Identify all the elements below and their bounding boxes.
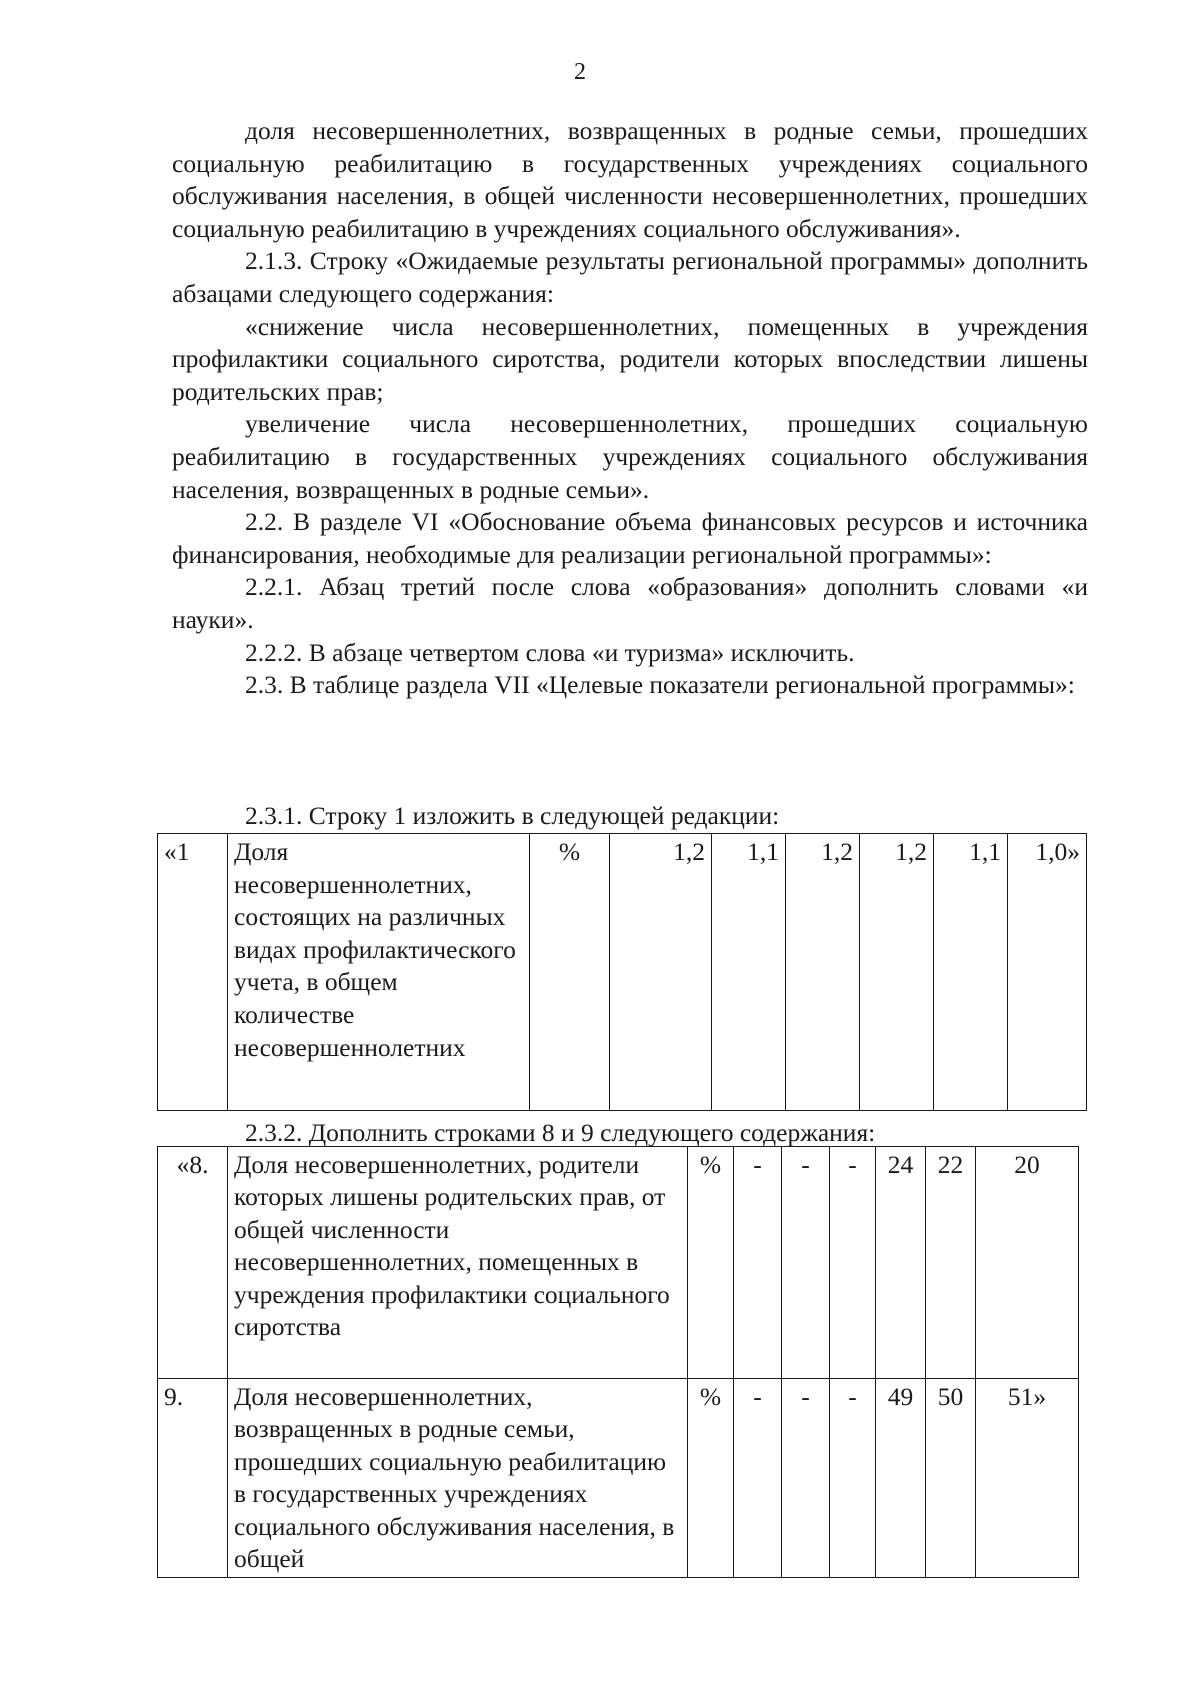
value-cell: - bbox=[734, 1147, 782, 1379]
value-cell: 1,2 bbox=[860, 834, 934, 1111]
unit-cell: % bbox=[688, 1147, 734, 1379]
value-cell: 1,2 bbox=[610, 834, 712, 1111]
paragraph: увеличение числа несовершеннолетних, прошедших социальную реабилитацию в государственных учреждениях социального обслуживания населения, возвращенных в родные семьи». bbox=[172, 409, 1088, 504]
paragraph: 2.2. В разделе VI «Обоснование объема финансовых ресурсов и источника финансирования, необходимые для реализации региональной программы»: bbox=[172, 507, 1088, 569]
value-cell: 1,2 bbox=[786, 834, 860, 1111]
paragraph: 2.2.2. В абзаце четвертом слова «и туризма» исключить. bbox=[245, 637, 855, 667]
table1-caption: 2.3.1. Строку 1 изложить в следующей редакции: bbox=[245, 801, 780, 830]
paragraph: 2.3. В таблице раздела VII «Целевые показатели региональной программы»: bbox=[245, 670, 1075, 700]
table2-caption: 2.3.2. Дополнить строками 8 и 9 следующего содержания: bbox=[245, 1118, 876, 1147]
unit-cell: % bbox=[530, 834, 610, 1111]
value-cell: 49 bbox=[876, 1379, 926, 1578]
table2 bbox=[157, 1146, 1079, 1578]
row-number: «8. bbox=[158, 1147, 228, 1379]
value-cell: 51» bbox=[976, 1379, 1079, 1578]
indicator-name: Доля несовершеннолетних, состоящих на различных видах профилактического учета, в общем количестве несовершеннолетних bbox=[228, 834, 530, 1111]
paragraph: доля несовершеннолетних, возвращенных в родные семьи, прошедших социальную реабилитацию в государственных учреждениях социального обслуживания населения, в общей численности несовершеннолетних, прошедших социальную реабилитацию в учреждениях социального обслуживания». bbox=[172, 116, 1088, 243]
paragraph: «снижение числа несовершеннолетних, помещенных в учреждения профилактики социального сиротства, родители которых впоследствии лишены родительских прав; bbox=[172, 311, 1088, 406]
page-number: 2 bbox=[574, 59, 586, 85]
value-cell: 1,1 bbox=[934, 834, 1008, 1111]
table-row bbox=[158, 1147, 1079, 1379]
paragraph: 2.1.3. Строку «Ожидаемые результаты региональной программы» дополнить абзацами следующего содержания: bbox=[172, 246, 1088, 308]
value-cell: 50 bbox=[926, 1379, 976, 1578]
unit-cell: % bbox=[688, 1379, 734, 1578]
value-cell: - bbox=[830, 1147, 876, 1379]
value-cell: 1,0» bbox=[1008, 834, 1087, 1111]
body-text bbox=[172, 115, 1088, 700]
value-cell: - bbox=[782, 1147, 830, 1379]
table-row bbox=[158, 834, 1087, 1111]
indicator-name: Доля несовершеннолетних, родители которых лишены родительских прав, от общей численности несовершеннолетних, помещенных в учреждения профилактики социального сиротства bbox=[228, 1147, 688, 1379]
value-cell: - bbox=[830, 1379, 876, 1578]
value-cell: - bbox=[734, 1379, 782, 1578]
row-number: «1 bbox=[158, 834, 228, 1111]
table-row bbox=[158, 1379, 1079, 1578]
value-cell: 20 bbox=[976, 1147, 1079, 1379]
row-number: 9. bbox=[158, 1379, 228, 1578]
indicator-name: Доля несовершеннолетних, возвращенных в родные семьи, прошедших социальную реабилитацию в государственных учреждениях социального обслуживания населения, в общей bbox=[228, 1379, 688, 1578]
value-cell: - bbox=[782, 1379, 830, 1578]
paragraph: 2.2.1. Абзац третий после слова «образования» дополнить словами «и науки». bbox=[172, 572, 1088, 634]
value-cell: 1,1 bbox=[712, 834, 786, 1111]
table1 bbox=[157, 833, 1087, 1111]
value-cell: 22 bbox=[926, 1147, 976, 1379]
value-cell: 24 bbox=[876, 1147, 926, 1379]
